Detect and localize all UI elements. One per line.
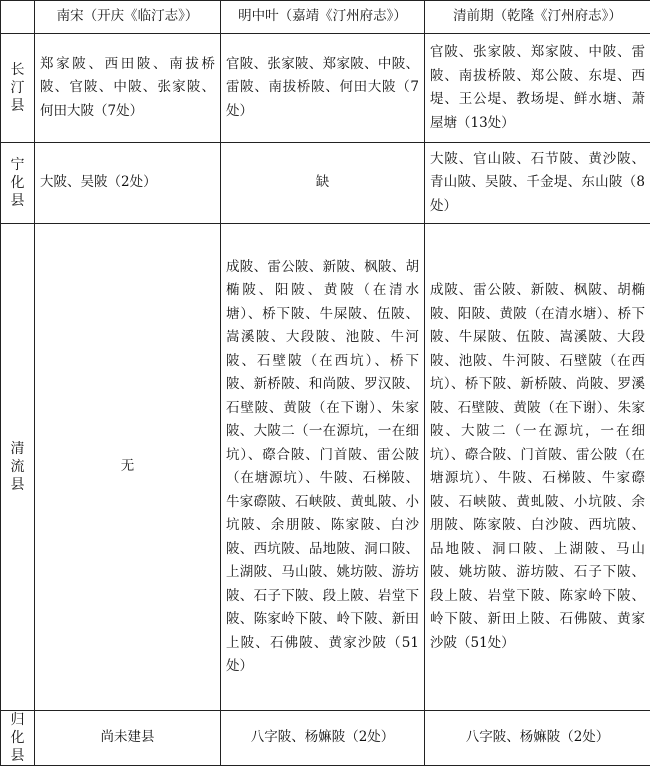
header-county bbox=[1, 1, 35, 34]
qing-cell: 大陂、官山陂、石节陂、黄沙陂、青山陂、吴陂、千金堤、东山陂（8处） bbox=[425, 143, 650, 224]
county-name: 归化县 bbox=[10, 712, 25, 764]
county-name: 宁化县 bbox=[10, 157, 25, 209]
table-row bbox=[1, 224, 650, 711]
qing-cell: 官陂、张家陂、郑家陂、中陂、雷陂、南拔桥陂、郑公陂、东堤、西堤、王公堤、教场堤、鲜水塘、萧屋塘（13处） bbox=[425, 34, 650, 143]
ming-cell: 成陂、雷公陂、新陂、枫陂、胡椭陂、阳陂、黄陂（在清水塘）、桥下陂、牛屎陂、伍陂、嵩溪陂、大段陂、池陂、牛河陂、石壁陂（在西坑）、桥下陂、新桥陂、和尚陂、罗汉陂、石壁陂、黄陂（在下谢）、朱家陂、大陂二（一在源坑，一在细坑）、磜合陂、门首陂、雷公陂（在塘源坑）、牛陂、石梯陂、牛家磜陂、石峡陂、黄虬陂、小坑陂、余朋陂、陈家陂、白沙陂、西坑陂、品地陂、洞口陂、上湖陂、马山陂、姚坊陂、游坊陂、石子下陂、段上陂、岩堂下陂、陈家岭下陂、岭下陂、新田上陂、石佛陂、黄家沙陂（51处） bbox=[221, 224, 425, 711]
county-cell bbox=[1, 711, 35, 766]
county-cell bbox=[1, 34, 35, 143]
song-cell: 无 bbox=[35, 224, 221, 711]
county-name: 长汀县 bbox=[10, 62, 25, 114]
song-cell: 郑家陂、西田陂、南拔桥陂、官陂、中陂、张家陂、何田大陂（7处） bbox=[35, 34, 221, 143]
county-cell bbox=[1, 143, 35, 224]
song-cell: 大陂、吴陂（2处） bbox=[35, 143, 221, 224]
header-song: 南宋（开庆《临汀志》） bbox=[35, 1, 221, 34]
qing-cell: 八字陂、杨嫲陂（2处） bbox=[425, 711, 650, 766]
header-ming: 明中叶（嘉靖《汀州府志》） bbox=[221, 1, 425, 34]
table-row bbox=[1, 711, 650, 766]
county-name: 清流县 bbox=[10, 441, 25, 493]
song-cell: 尚未建县 bbox=[35, 711, 221, 766]
header-qing: 清前期（乾隆《汀州府志》） bbox=[425, 1, 650, 34]
qing-cell: 成陂、雷公陂、新陂、枫陂、胡椭陂、阳陂、黄陂（在清水塘）、桥下陂、牛屎陂、伍陂、嵩溪陂、大段陂、池陂、牛河陂、石壁陂（在西坑）、桥下陂、新桥陂、尚陂、罗溪陂、石壁陂、黄陂（在下谢）、朱家陂、大陂二（一在源坑，一在细坑）、磜合陂、门首陂、雷公陂（在塘源坑）、牛陂、石梯陂、牛家磜陂、石峡陂、黄虬陂、小坑陂、余朋陂、陈家陂、白沙陂、西坑陂、品地陂、洞口陂、上湖陂、马山陂、姚坊陂、游坊陂、石子下陂、段上陂、岩堂下陂、陈家岭下陂、岭下陂、新田上陂、石佛陂、黄家沙陂（51处） bbox=[425, 224, 650, 711]
ming-cell: 官陂、张家陂、郑家陂、中陂、雷陂、南拔桥陂、何田大陂（7处） bbox=[221, 34, 425, 143]
table-row bbox=[1, 34, 650, 143]
ming-cell: 八字陂、杨嫲陂（2处） bbox=[221, 711, 425, 766]
county-cell bbox=[1, 224, 35, 711]
ming-cell: 缺 bbox=[221, 143, 425, 224]
header-row bbox=[1, 1, 650, 34]
table-row bbox=[1, 143, 650, 224]
